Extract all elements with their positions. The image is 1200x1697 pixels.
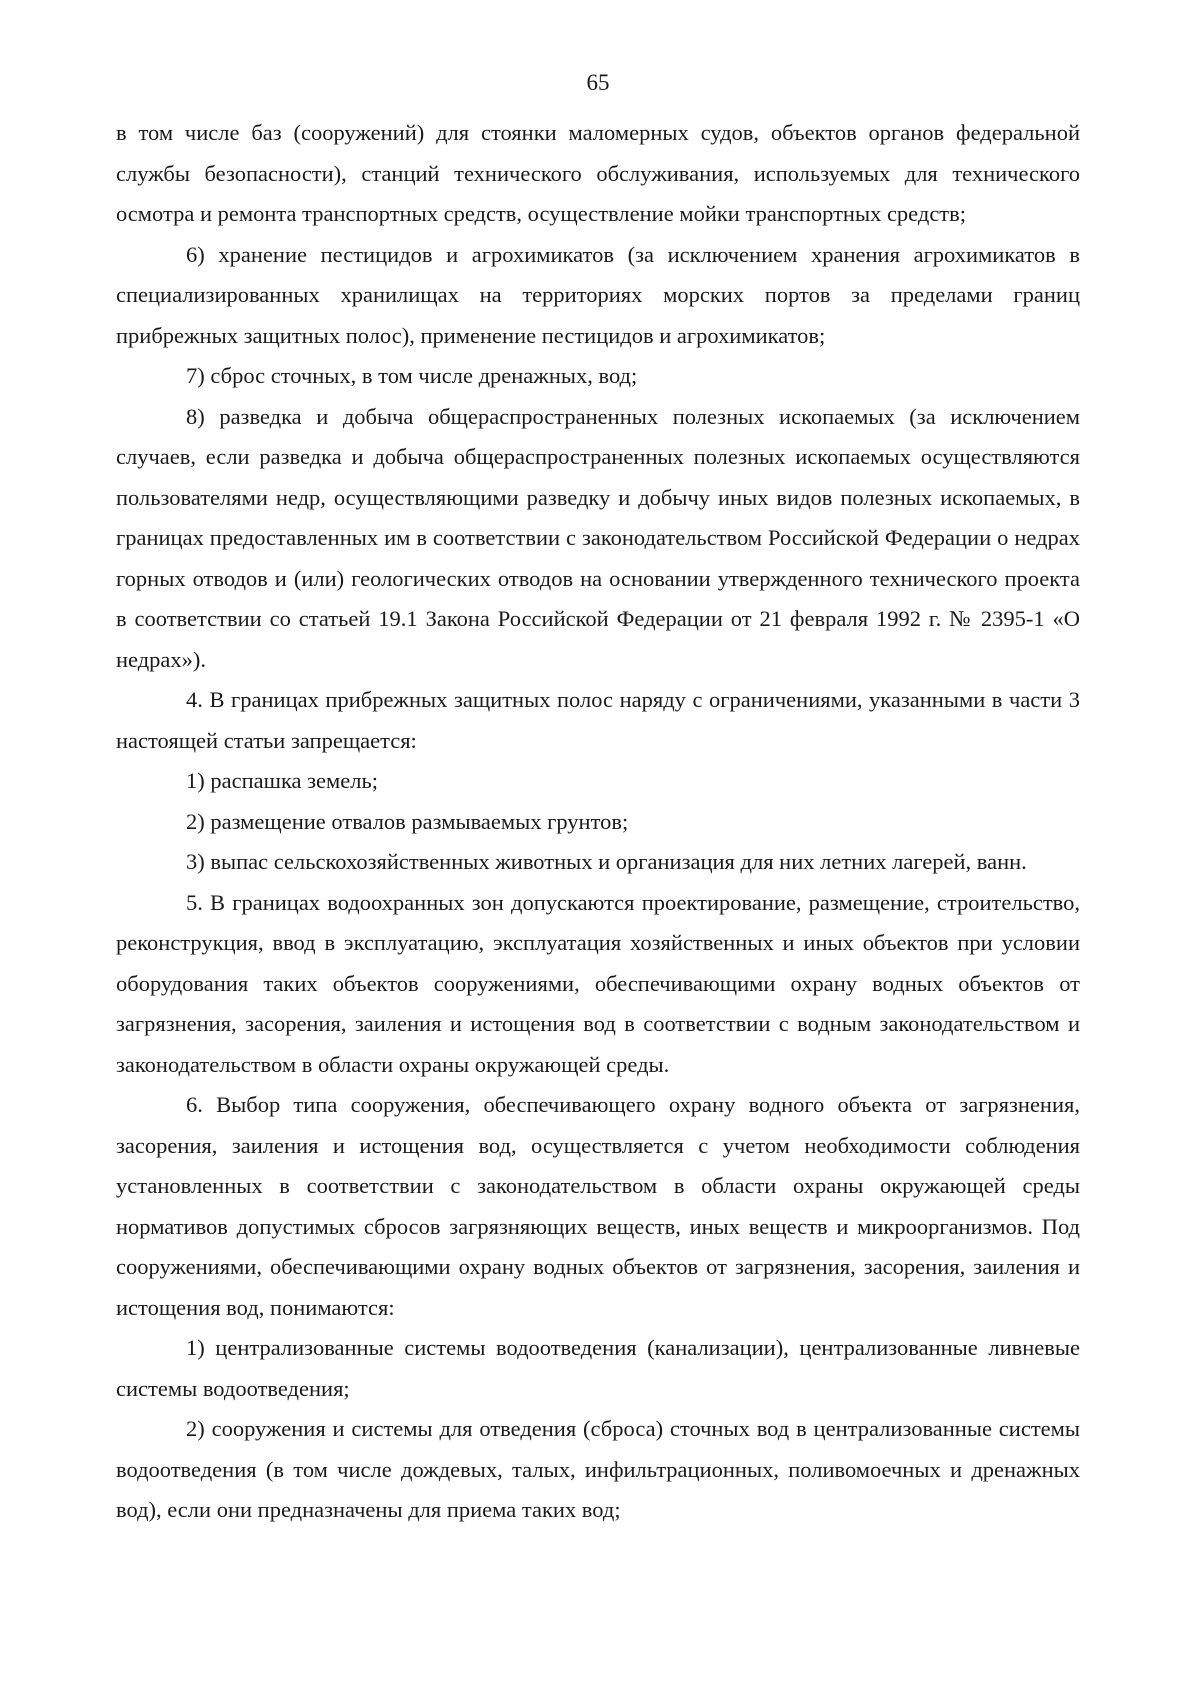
- paragraph-section-6: 6. Выбор типа сооружения, обеспечивающего охрану водного объекта от загрязнения, засорения, заиления и истощения вод, осуществляется с учетом необходимости соблюдения установленных в соответствии с законодательством в области охраны окружающей среды нормативов допустимых сбросов загрязняющих веществ, иных веществ и микроорганизмов. Под сооружениями, обеспечивающими охрану водных объектов от загрязнения, засорения, заиления и истощения вод, понимаются:: [116, 1092, 1080, 1320]
- paragraph-continuation: в том числе баз (сооружений) для стоянки маломерных судов, объектов органов федеральной службы безопасности), станций технического обслуживания, используемых для технического осмотра и ремонта транспортных средств, осуществление мойки транспортных средств;: [116, 120, 1080, 226]
- paragraph-section-6-item-2: 2) сооружения и системы для отведения (сброса) сточных вод в централизованные системы водоотведения (в том числе дождевых, талых, инфильтрационных, поливомоечных и дренажных вод), если они предназначены для приема таких вод;: [116, 1416, 1080, 1522]
- paragraph-section-4-item-1: 1) распашка земель;: [186, 768, 378, 793]
- page-number: 65: [586, 70, 610, 95]
- paragraph-section-4: 4. В границах прибрежных защитных полос наряду с ограничениями, указанными в части 3 настоящей статьи запрещается:: [116, 687, 1080, 753]
- paragraph-section-4-item-2: 2) размещение отвалов размываемых грунтов;: [186, 808, 629, 834]
- paragraph-item-7: 7) сброс сточных, в том числе дренажных, вод;: [186, 363, 638, 388]
- paragraph-section-5: 5. В границах водоохранных зон допускаются проектирование, размещение, строительство, реконструкция, ввод в эксплуатацию, эксплуатация хозяйственных и иных объектов при условии оборудования таких объектов сооружениями, обеспечивающими охрану водных объектов от загрязнения, засорения, заиления и истощения вод в соответствии с водным законодательством и законодательством в области охраны окружающей среды.: [116, 889, 1080, 1077]
- paragraph-item-6: 6) хранение пестицидов и агрохимикатов (за исключением хранения агрохимикатов в специализированных хранилищах на территориях морских портов за пределами границ прибрежных защитных полос), применение пестицидов и агрохимикатов;: [116, 241, 1080, 348]
- paragraph-section-6-item-1: 1) централизованные системы водоотведения (канализации), централизованные ливневые системы водоотведения;: [116, 1335, 1080, 1401]
- paragraph-item-8: 8) разведка и добыча общераспространенных полезных ископаемых (за исключением случаев, если разведка и добыча общераспространенных полезных ископаемых осуществляются пользователями недр, осуществляющими разведку и добычу иных видов полезных ископаемых, в границах предоставленных им в соответствии с законодательством Российской Федерации о недрах горных отводов и (или) геологических отводов на основании утвержденного технического проекта в соответствии со статьей 19.1 Закона Российской Федерации от 21 февраля 1992 г. № 2395-1 «О недрах»).: [116, 403, 1080, 672]
- document-body: [116, 113, 1080, 1531]
- paragraph-section-4-item-3: 3) выпас сельскохозяйственных животных и организация для них летних лагерей, ванн.: [186, 849, 1027, 874]
